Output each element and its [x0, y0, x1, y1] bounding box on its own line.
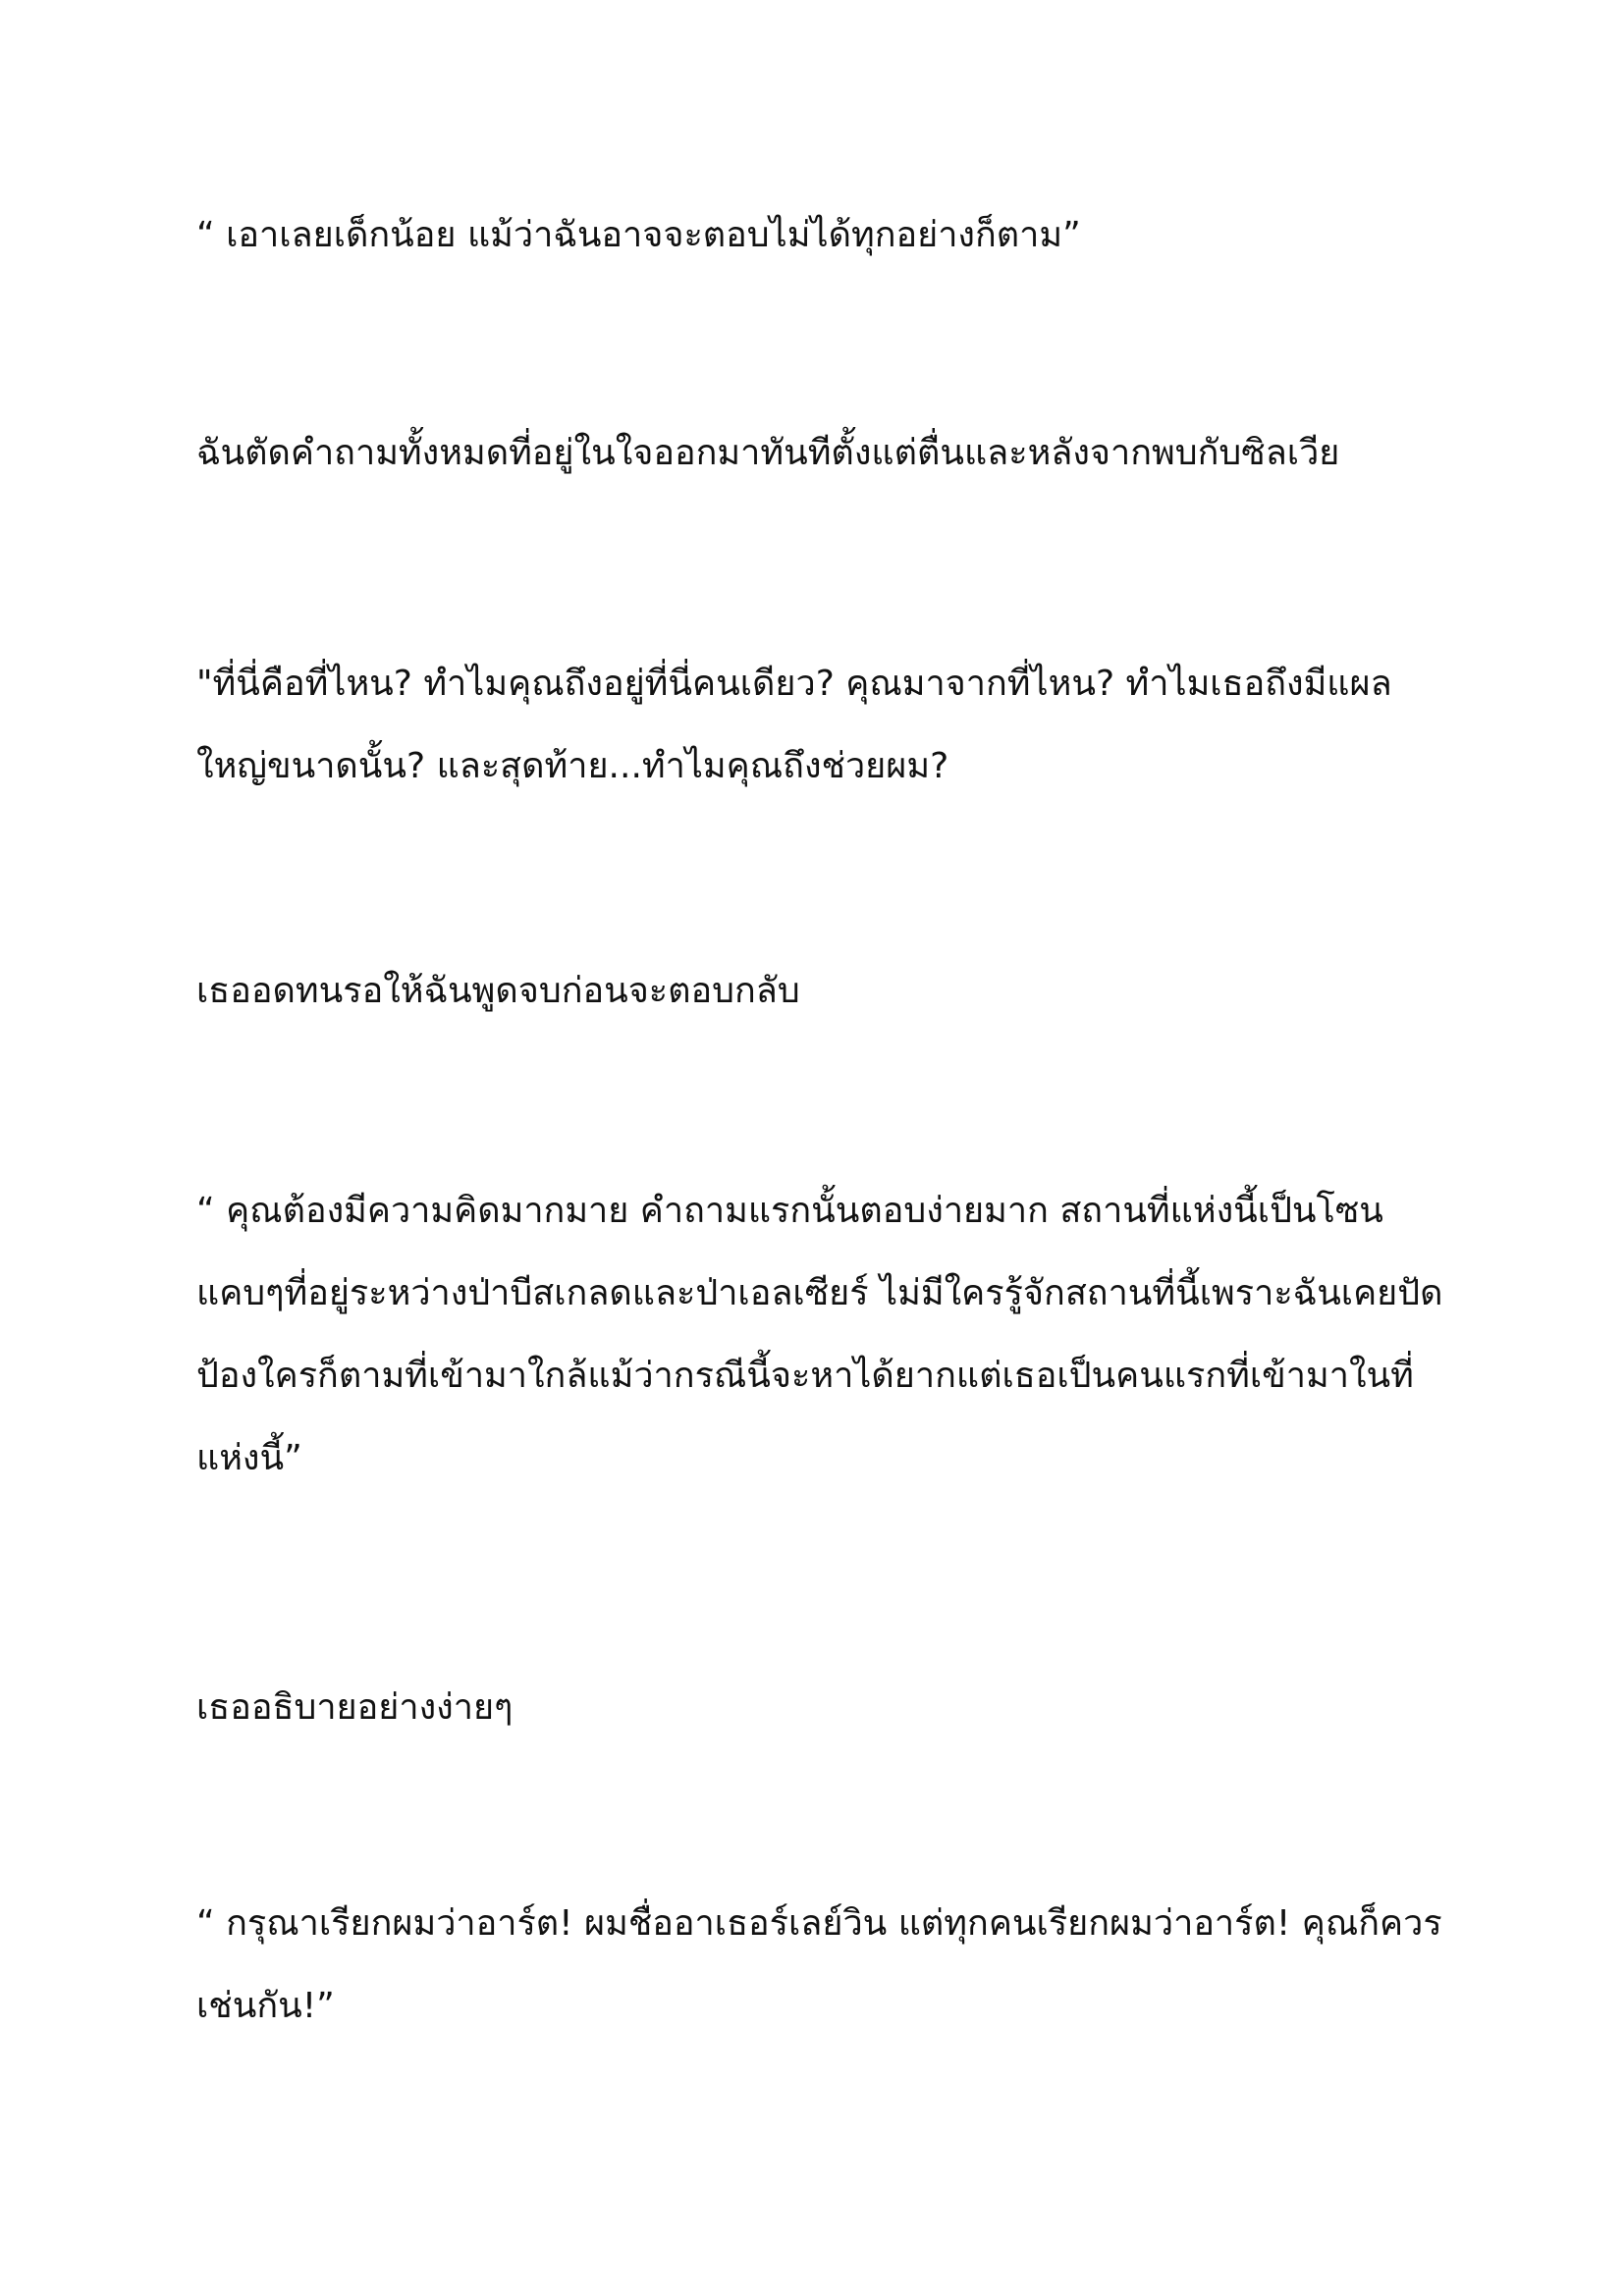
- paragraph-6: เธออธิบายอย่างง่ายๆ: [196, 1687, 514, 1728]
- paragraph-1: “ เอาเลยเด็กน้อย แม้ว่าฉันอาจจะตอบไม่ได้ทุกอย่างก็ตาม”: [196, 215, 1081, 255]
- paragraph-3: "ที่นี่คือที่ไหน? ทำไมคุณถึงอยู่ที่นี่คนเดียว? คุณมาจากที่ไหน? ทำไมเธอถึงมีแผลใหญ่ขนาดนั้น? และสุดท้าย...ทำไมคุณถึงช่วยผม?: [196, 664, 1392, 786]
- paragraph-7: “ กรุณาเรียกผมว่าอาร์ต! ผมชื่ออาเธอร์เลย์วิน แต่ทุกคนเรียกผมว่าอาร์ต! คุณก็ควรเช่นกัน!”: [196, 1903, 1442, 2026]
- paragraph-4: เธออดทนรอให้ฉันพูดจบก่อนจะตอบกลับ: [196, 971, 800, 1011]
- paragraph-5: “ คุณต้องมีความคิดมากมาย คำถามแรกนั้นตอบง่ายมาก สถานที่แห่งนี้เป็นโซนแคบๆที่อยู่ระหว่างป่าบีสเกลดและป่าเอลเซียร์ ไม่มีใครรู้จักสถานที่นี้เพราะฉันเคยปัดป้องใครก็ตามที่เข้ามาใกล้แม้ว่ากรณีนี้จะหาได้ยากแต่เธอเป็นคนแรกที่เข้ามาในที่แห่งนี้”: [196, 1191, 1443, 1478]
- paragraph-2: ฉันตัดคำถามทั้งหมดที่อยู่ในใจออกมาทันทีตั้งแต่ตื่นและหลังจากพบกับซิลเวีย: [196, 433, 1340, 473]
